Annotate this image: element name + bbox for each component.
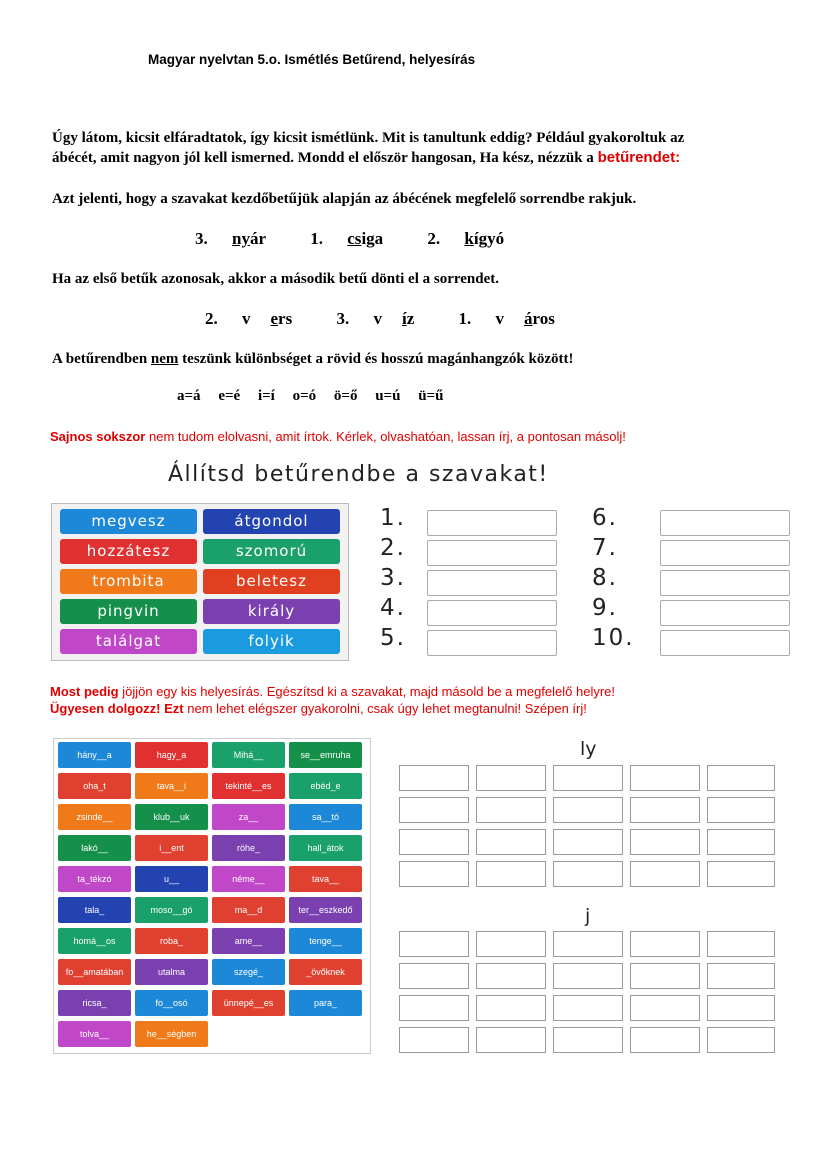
spelling-chip[interactable]: ünnepé__es [212,990,285,1016]
spelling-chip[interactable]: ma__d [212,897,285,923]
answer-number: 7. [592,535,618,561]
spelling-chip[interactable]: lakó__ [58,835,131,861]
word-chip[interactable]: szomorú [203,539,340,564]
spelling-chip[interactable]: Mihá__ [212,742,285,768]
answer-slot[interactable] [660,630,790,656]
spelling-chip[interactable]: szegé_ [212,959,285,985]
intro-line-2-text: ábécét, amit nagyon jól kell ismerned. Mondd el először hangosan, Ha kész, nézzük a [52,150,598,166]
ly-answer-box[interactable] [476,765,546,791]
ly-answer-box[interactable] [707,829,775,855]
answer-number: 8. [592,565,618,591]
spelling-chip[interactable]: ame__ [212,928,285,954]
spelling-chip[interactable]: tala_ [58,897,131,923]
ly-answer-box[interactable] [399,797,469,823]
word-chip[interactable]: átgondol [203,509,340,534]
ly-answer-box[interactable] [630,829,700,855]
spelling-chip[interactable]: _övőknek [289,959,362,985]
intro-line-1: Úgy látom, kicsit elfáradtatok, így kicsit ismétlünk. Mit is tanultunk eddig? Például gyakoroltuk az [52,130,685,146]
j-answer-box[interactable] [399,1027,469,1053]
j-answer-box[interactable] [476,931,546,957]
spelling-chip[interactable]: ricsa_ [58,990,131,1016]
answer-slot[interactable] [427,540,557,566]
j-answer-box[interactable] [553,963,623,989]
vowel-pair: ö=ő [333,388,358,404]
word-bank-2 [53,738,371,1054]
answer-number: 6. [592,505,618,531]
spelling-chip[interactable]: utalma [135,959,208,985]
spelling-chip[interactable]: he__ségben [135,1021,208,1047]
answer-number: 9. [592,595,618,621]
ly-answer-box[interactable] [630,797,700,823]
j-answer-box[interactable] [476,1027,546,1053]
rule-2: Ha az első betűk azonosak, akkor a második betű dönti el a sorrendet. [52,271,499,287]
ly-answer-box[interactable] [399,765,469,791]
j-answer-box[interactable] [630,995,700,1021]
spelling-chip[interactable]: néme__ [212,866,285,892]
j-answer-box[interactable] [707,931,775,957]
example-1-item: 1. csiga [310,229,384,248]
spelling-chip[interactable]: za__ [212,804,285,830]
spelling-chip[interactable]: homá__os [58,928,131,954]
spelling-chip[interactable]: se__emruha [289,742,362,768]
ly-answer-box[interactable] [630,861,700,887]
j-answer-box[interactable] [553,931,623,957]
vowel-pairs [177,388,443,405]
answer-slot[interactable] [660,540,790,566]
ly-answer-box[interactable] [707,861,775,887]
example-1 [195,229,544,249]
ly-answer-box[interactable] [707,797,775,823]
spelling-chip[interactable]: u__ [135,866,208,892]
ly-answer-box[interactable] [707,765,775,791]
ly-answer-box[interactable] [553,829,623,855]
warning-text: Sajnos sokszor nem tudom elolvasni, amit írtok. Kérlek, olvashatóan, lassan írj, a pontosan másolj! [50,429,626,444]
spelling-chip[interactable]: fo__osó [135,990,208,1016]
j-label: j [585,905,591,927]
spelling-chip[interactable]: moso__gó [135,897,208,923]
ly-answer-box[interactable] [476,797,546,823]
spelling-chip[interactable]: hall_átok [289,835,362,861]
spelling-chip[interactable]: tolva__ [58,1021,131,1047]
word-chip[interactable]: folyik [203,629,340,654]
vowel-pair: a=á [177,388,201,404]
j-answer-box[interactable] [707,995,775,1021]
task-2-intro [50,683,615,717]
word-chip[interactable]: hozzátesz [60,539,197,564]
vowel-pair: e=é [218,388,241,404]
j-answer-box[interactable] [476,963,546,989]
spelling-chip[interactable]: i__ent [135,835,208,861]
answer-slot[interactable] [427,510,557,536]
answer-slot[interactable] [427,600,557,626]
rule-3: A betűrendben nem teszünk különbséget a rövid és hosszú magánhangzók között! [52,351,574,367]
intro-line-2 [52,148,792,168]
spelling-chip[interactable]: tenge__ [289,928,362,954]
spelling-chip[interactable]: klub__uk [135,804,208,830]
spelling-chip[interactable]: oha_t [58,773,131,799]
example-1-item: 3. nyár [195,229,267,248]
spelling-chip[interactable]: roba_ [135,928,208,954]
ly-answer-box[interactable] [553,797,623,823]
rule-1: Azt jelenti, hogy a szavakat kezdőbetűjük alapján az ábécének megfelelő sorrendbe rakjuk. [52,191,637,207]
ly-answer-box[interactable] [553,765,623,791]
word-chip[interactable]: találgat [60,629,197,654]
example-2-item: 1. v áros [458,309,555,328]
example-1-item: 2. kígyó [427,229,505,248]
vowel-pair: i=í [257,388,275,404]
j-answer-box[interactable] [630,963,700,989]
ly-answer-box[interactable] [399,829,469,855]
spelling-chip[interactable]: röhe_ [212,835,285,861]
spelling-chip[interactable]: para_ [289,990,362,1016]
task-2-intro-line-2: Ügyesen dolgozz! Ezt nem lehet elégszer gyakorolni, csak úgy lehet megtanulni! Szépen írj! [50,701,587,716]
answer-slot[interactable] [427,630,557,656]
spelling-chip[interactable]: ter__eszkedő [289,897,362,923]
answer-number: 4. [380,595,406,621]
task-1-title: Állítsd betűrendbe a szavakat! [168,462,549,487]
j-answer-box[interactable] [399,995,469,1021]
spelling-chip[interactable]: tava__ [289,866,362,892]
word-chip[interactable]: megvesz [60,509,197,534]
page-title: Magyar nyelvtan 5.o. Ismétlés Betűrend, helyesírás [148,52,476,67]
example-2-item: 3. v íz [336,309,415,328]
spelling-chip[interactable]: tava__i [135,773,208,799]
spelling-chip[interactable]: zsinde__ [58,804,131,830]
word-chip[interactable]: pingvin [60,599,197,624]
answer-number: 3. [380,565,406,591]
betűrend-keyword: betűrendet: [597,149,681,166]
vowel-pair: ü=ű [418,388,444,404]
word-chip[interactable]: trombita [60,569,197,594]
j-answer-box[interactable] [553,995,623,1021]
spelling-chip[interactable]: ebéd_e [289,773,362,799]
answer-number: 5. [380,625,406,651]
j-answer-box[interactable] [399,931,469,957]
spelling-chip[interactable]: fo__amatában [58,959,131,985]
j-answer-box[interactable] [630,931,700,957]
word-bank-1 [51,503,349,661]
word-chip[interactable]: beletesz [203,569,340,594]
spelling-chip[interactable]: hagy_a [135,742,208,768]
answer-number: 1. [380,505,406,531]
task-2-intro-line-1: Most pedig jöjjön egy kis helyesírás. Egészítsd ki a szavakat, majd másold be a megfelelő helyre! [50,684,616,699]
word-chip[interactable]: király [203,599,340,624]
spelling-chip[interactable]: hány__a [58,742,131,768]
answer-slot[interactable] [427,570,557,596]
example-2 [205,309,595,329]
answer-number: 2. [380,535,406,561]
answer-slot[interactable] [660,510,790,536]
intro-paragraph [52,128,792,168]
spelling-chip[interactable]: sa__tó [289,804,362,830]
ly-answer-box[interactable] [476,829,546,855]
ly-answer-box[interactable] [476,861,546,887]
j-answer-box[interactable] [630,1027,700,1053]
answer-slot[interactable] [660,600,790,626]
answer-slot[interactable] [660,570,790,596]
spelling-chip[interactable]: tekinté__es [212,773,285,799]
ly-answer-box[interactable] [553,861,623,887]
ly-label: ly [580,738,597,760]
j-answer-box[interactable] [707,963,775,989]
j-answer-box[interactable] [707,1027,775,1053]
j-answer-box[interactable] [553,1027,623,1053]
vowel-pair: u=ú [375,388,401,404]
ly-answer-box[interactable] [630,765,700,791]
ly-answer-box[interactable] [399,861,469,887]
vowel-pair: o=ó [292,388,317,404]
example-2-item: 2. v ers [205,309,293,328]
spelling-chip[interactable]: ta_tékzó [58,866,131,892]
answer-number: 10. [592,625,635,651]
j-answer-box[interactable] [476,995,546,1021]
j-answer-box[interactable] [399,963,469,989]
